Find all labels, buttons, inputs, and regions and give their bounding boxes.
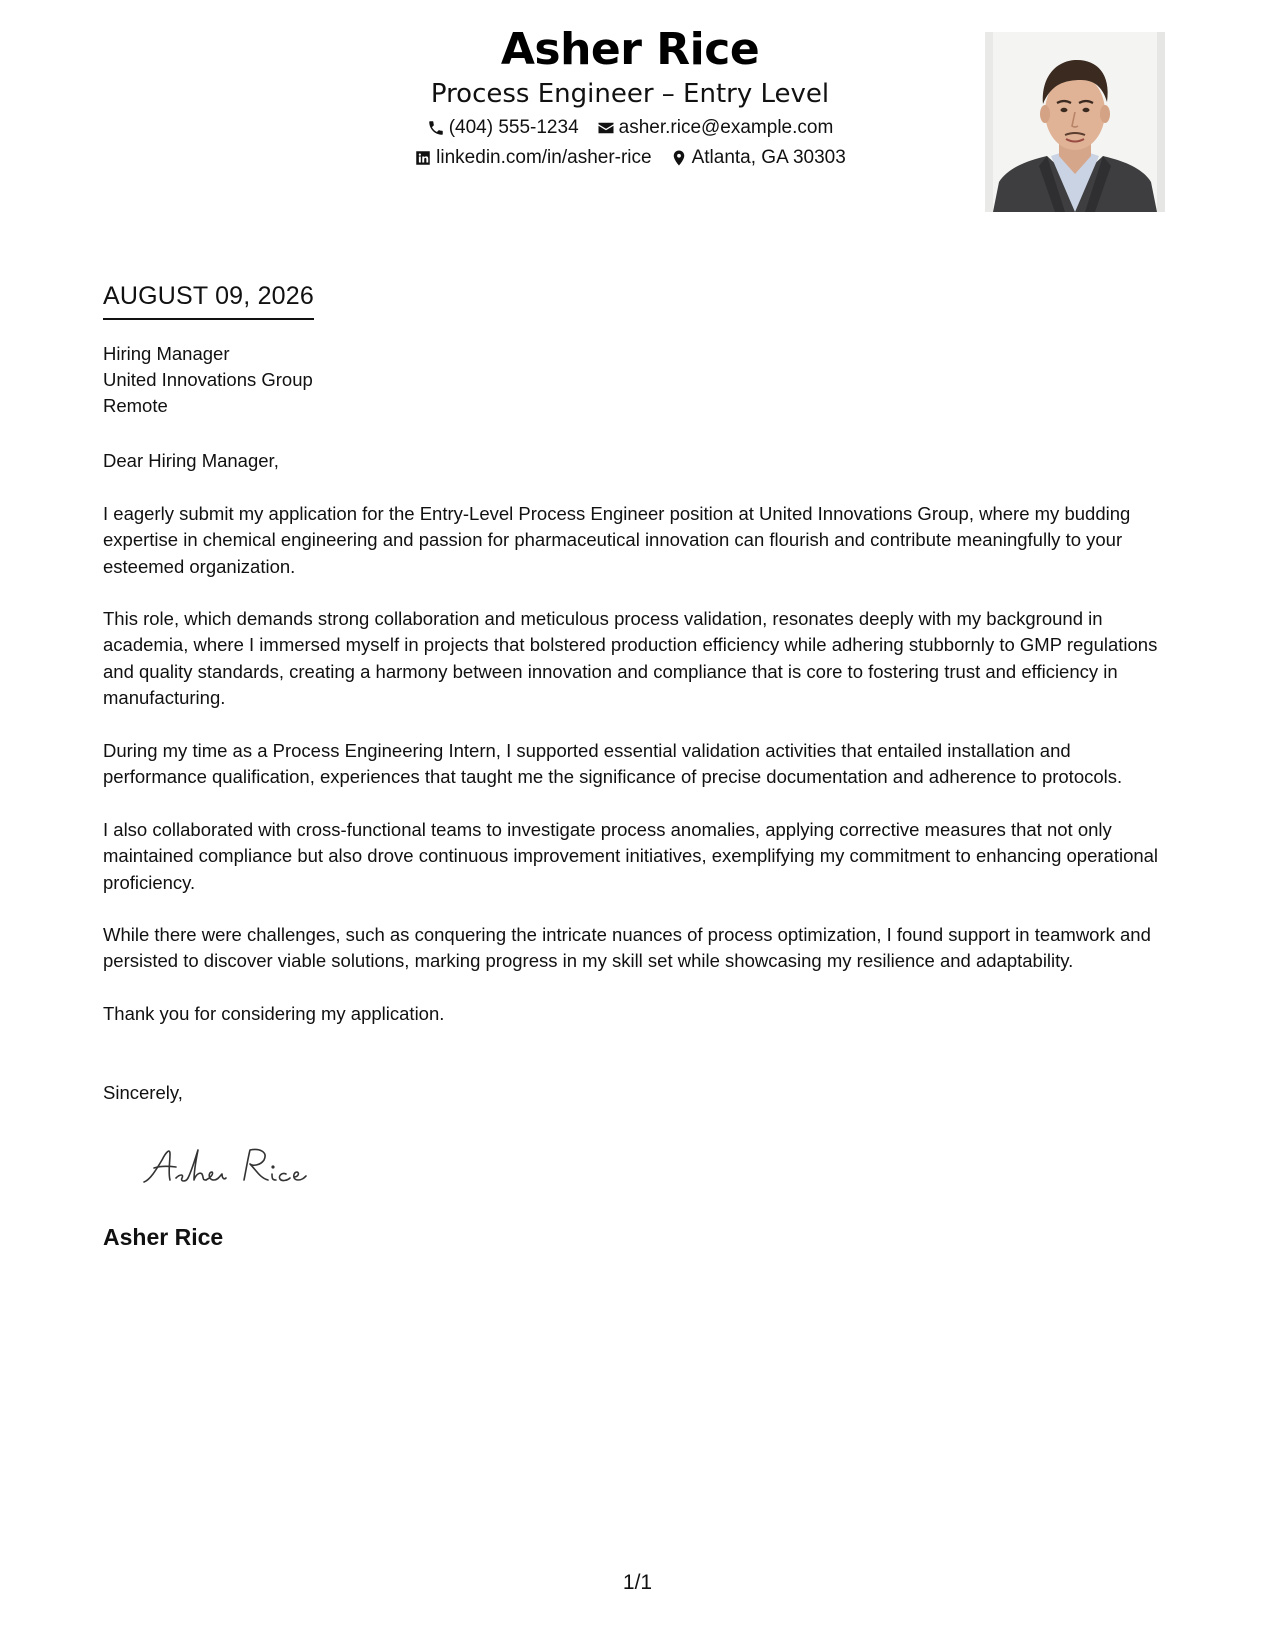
contact-phone: [427, 116, 579, 140]
letter-header: [300, 22, 960, 170]
page-number: 1/1: [622, 1571, 653, 1594]
applicant-title: Process Engineer – Entry Level: [430, 79, 830, 109]
map-pin-icon: [670, 149, 688, 167]
linkedin-link[interactable]: linkedin.com/in/asher-rice: [436, 147, 652, 168]
phone-icon: [427, 119, 445, 137]
recipient-location: Remote: [103, 395, 168, 416]
body-paragraph-2: This role, which demands strong collaboration and meticulous process validation, resonates deeply with my background in academia, where I immersed myself in projects that bolstered production efficiency while adhering stubbornly to GMP regulations and quality standards, creating a harmony between innovation and compliance that is core to fostering trust and efficiency in manufacturing.: [103, 608, 1158, 708]
contact-row-1: [300, 116, 960, 140]
linkedin-icon: [414, 149, 432, 167]
profile-photo: [985, 32, 1165, 212]
recipient-company: United Innovations Group: [103, 369, 313, 390]
email-link[interactable]: asher.rice@example.com: [618, 117, 834, 138]
recipient-block: [103, 341, 1178, 419]
closing: Sincerely,: [103, 1082, 183, 1103]
signed-name: Asher Rice: [103, 1224, 224, 1250]
envelope-icon: [597, 119, 615, 137]
body-paragraph-5: While there were challenges, such as conquering the intricate nuances of process optimization, I found support in teamwork and persisted to discover viable solutions, marking progress in my skill set while showcasing my resilience and adaptability.: [103, 924, 1151, 972]
body-paragraph-1: I eagerly submit my application for the Entry-Level Process Engineer position at United Innovations Group, where my budding expertise in chemical engineering and passion for pharmaceutical innovation can flourish and contribute meaningfully to your esteemed organization.: [103, 503, 1131, 577]
body-paragraph-4: I also collaborated with cross-functional teams to investigate process anomalies, applying corrective measures that not only maintained compliance but also drove continuous improvement initiatives, exemplifying my commitment to enhancing operational proficiency.: [103, 819, 1159, 893]
location-text: Atlanta, GA 30303: [691, 147, 846, 168]
contact-email: [597, 116, 834, 140]
phone-text: (404) 555-1234: [448, 117, 579, 138]
contact-linkedin: [414, 146, 651, 170]
applicant-name: Asher Rice: [500, 24, 760, 75]
contact-row-2: [300, 146, 960, 170]
handwritten-signature: [140, 1140, 330, 1190]
letter-date: AUGUST 09, 2026: [103, 280, 314, 320]
body-paragraph-6: Thank you for considering my application.: [103, 1003, 445, 1024]
contact-location: [670, 146, 846, 170]
body-paragraph-3: During my time as a Process Engineering Intern, I supported essential validation activities that entailed installation and performance qualification, experiences that taught me the significance of precise documentation and adherence to protocols.: [103, 740, 1123, 788]
salutation: Dear Hiring Manager,: [103, 450, 279, 471]
recipient-name: Hiring Manager: [103, 343, 230, 364]
